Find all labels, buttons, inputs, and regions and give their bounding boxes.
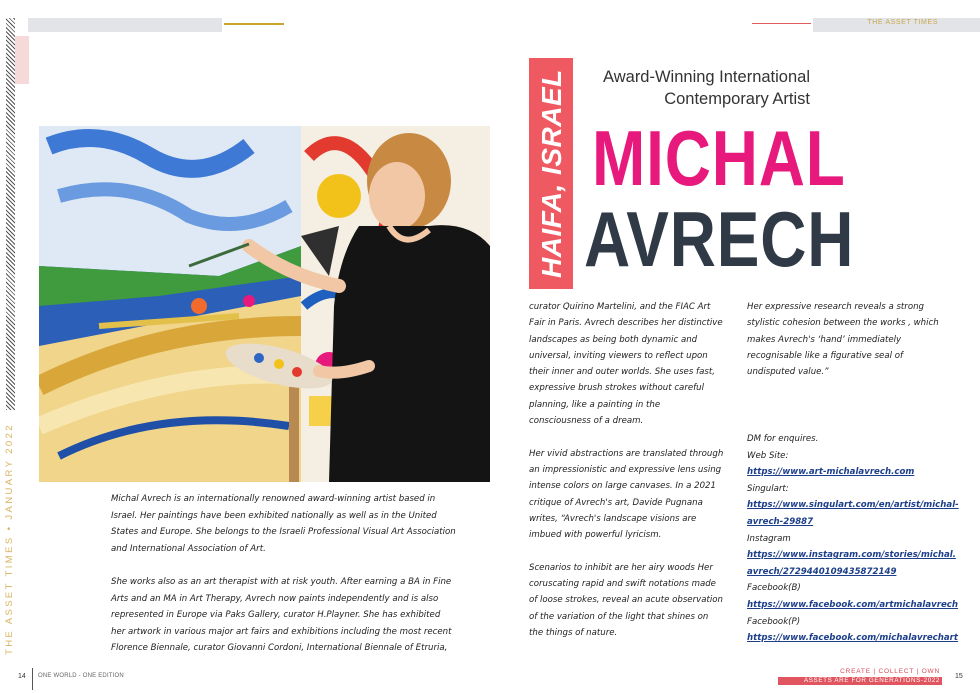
- contact-label-singulart: Singulart:: [747, 483, 789, 494]
- paragraph: Scenarios to inhibit are her airy woods Her coruscating rapid and swift notations made of loose strokes, reveal an acute observation of the variation of the light that shines on the things of nature.: [529, 562, 723, 638]
- singulart-link-cont[interactable]: avrech-29887: [747, 516, 814, 527]
- paragraph: Her expressive research reveals a strong stylistic cohesion between the works , which makes Avrech's ‘hand’ immediately recognisable like a figurative seal of undisputed value.”: [747, 302, 939, 378]
- footer-edition: ONE WORLD - ONE EDITION: [38, 673, 124, 679]
- contact-label-instagram: Instagram: [747, 533, 791, 544]
- article-right-column: [747, 299, 942, 397]
- header-accent-line-left: [224, 23, 284, 25]
- singulart-link[interactable]: https://www.singulart.com/en/artist/michal-: [747, 500, 959, 511]
- instagram-link[interactable]: https://www.instagram.com/stories/michal.: [747, 550, 956, 561]
- artist-first-name: MICHAL: [592, 114, 846, 202]
- page-number-right: 15: [955, 673, 963, 680]
- location-label: HAIFA, ISRAEL: [536, 69, 567, 278]
- footer-divider: [32, 668, 33, 690]
- footer-slogan: ASSETS ARE FOR GENERATIONS-2022: [803, 677, 940, 684]
- decorative-hatch-stripe: [6, 18, 15, 410]
- contact-intro: DM for enquires.: [747, 434, 819, 444]
- artist-last-name: AVRECH: [584, 195, 855, 283]
- contact-list: [747, 431, 959, 647]
- facebook-p-link[interactable]: https://www.facebook.com/michalavrechart: [747, 633, 959, 644]
- artist-photo: [39, 126, 490, 482]
- contact-label-facebook-p: Facebook(P): [747, 616, 801, 627]
- header-accent-line-right: [752, 23, 811, 24]
- spine-title: THE ASSET TIMES • JANUARY 2022: [4, 423, 15, 655]
- contact-label-website: Web Site:: [747, 450, 789, 461]
- page-number-left: 14: [18, 673, 26, 680]
- paragraph: Her vivid abstractions are translated through an impressionistic and expressive lens using intense colors on large canvases. In a 2021 critique of Avrech's art, Davide Pugnana writes, “Avrech's landscape visions are imbued with powerful lyricism.: [529, 448, 724, 541]
- paragraph: She works also as an art therapist with at risk youth. After earning a BA in Fine Arts and an MA in Art Therapy, Avrech now paints independently and is also represented in Europe via Paks Gallery, curator H.Playner. She has exhibited her artwork in various major art fairs and exhibitions including the most recent Florence Biennale, curator Giovanni Cordoni, International Biennale of Etruria,: [111, 576, 452, 654]
- masthead: THE ASSET TIMES: [867, 19, 938, 26]
- website-link[interactable]: https://www.art-michalavrech.com: [747, 467, 915, 478]
- instagram-link-cont[interactable]: avrech/2729440109435872149: [747, 566, 897, 577]
- article-left-column: [111, 491, 456, 674]
- contact-label-facebook-b: Facebook(B): [747, 583, 801, 594]
- header-bar-left: [28, 18, 222, 32]
- paragraph: curator Quirino Martelini, and the FIAC Art Fair in Paris. Avrech describes her distinctive landscapes as being both dynamic and universal, inviting viewers to reflect upon their inner and outer worlds. She uses fast, expressive brush strokes without careful planning, like a painting in the consciousness of a dream.: [529, 302, 723, 427]
- article-middle-column: [529, 299, 724, 658]
- footer-tagline: CREATE | COLLECT | OWN: [840, 668, 940, 675]
- article-subtitle: [580, 66, 810, 110]
- facebook-b-link[interactable]: https://www.facebook.com/artmichalavrech: [747, 599, 959, 610]
- decorative-tab: [15, 36, 29, 84]
- paragraph: Michal Avrech is an internationally renowned award-winning artist based in Israel. Her paintings have been exhibited nationally as well as in the United States and Europe. She belongs to the Israeli Professional Visual Art Association and International Association of Art.: [111, 494, 456, 554]
- subtitle-line: Contemporary Artist: [664, 90, 810, 108]
- subtitle-line: Award-Winning International: [603, 68, 810, 86]
